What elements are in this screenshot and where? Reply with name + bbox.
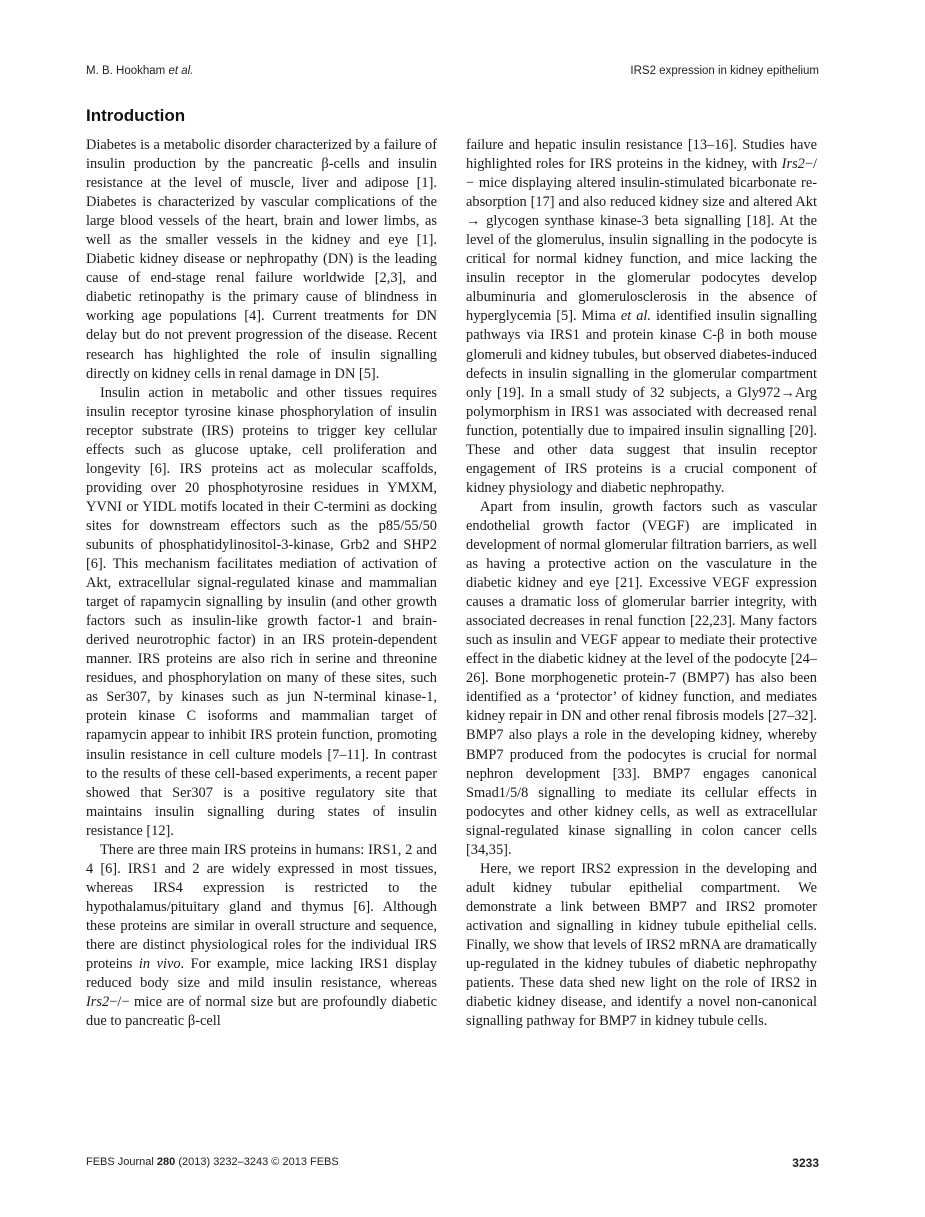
header-author: M. B. Hookham [86,65,166,77]
left-text-column [86,136,437,1031]
paragraph [86,841,437,1031]
journal-name: FEBS Journal [86,1156,157,1168]
section-heading-introduction: Introduction [86,106,186,125]
text-run: . For example, mice lacking IRS1 display reduced body size and mild insulin resistance, whereas [86,956,437,992]
paragraph: Insulin action in metabolic and other tissues requires insulin receptor tyrosine kinase phosphorylation of insulin receptor substrate (IRS) proteins to trigger key cellular effects such as glucose uptake, cell proliferation and longevity [6]. IRS proteins act as molecular scaffolds, providing over 20 phosphotyrosine residues in YMXM, YVNI or YIDL motifs located in their C-termini as docking sites for downstream effectors such as the p85/55/50 subunits of phosphatidylinositol-3-kinase, Grb2 and SHP2 [6]. This mechanism facilitates mediation of activation of Akt, extracellular signal-regulated kinase and mammalian target of rapamycin signalling by insulin (and other growth factors such as insulin-like growth factor-1 and brain-derived neurotrophic factor) in an IRS protein-dependent manner. IRS proteins are also rich in serine and threonine residues, and phosphorylation on many of these sites, such as Ser307, by kinases such as jun N-terminal kinase-1, protein kinase C isoforms and mammalian target of rapamycin appear to inhibit IRS protein function, promoting insulin resistance in cell culture models [7–11]. In contrast to the results of these cell-based experiments, a recent paper showed that Ser307 is a positive regulatory site that maintains insulin signalling during states of insulin resistance [12]. [86,384,437,839]
paragraph: Diabetes is a metabolic disorder characterized by a failure of insulin production by the pancreatic β-cells and insulin resistance at the level of muscle, liver and adipose [1]. Diabetes is characterized by vascular complications of the large blood vessels of the heart, brain and lower limbs, as well as the smaller vessels in the kidney and eye [1]. Diabetic kidney disease or nephropathy (DN) is the leading cause of end-stage renal failure worldwide [2,3], and diabetic retinopathy is the primary cause of blindness in working age populations [4]. Current treatments for DN delay but do not prevent progression of the disease. Recent research has highlighted the role of insulin signalling directly on kidney cells in renal damage in DN [5]. [86,137,437,382]
text-run: failure and hepatic insulin resistance [13–16]. Studies have highlighted roles for IRS proteins in the kidney, with [466,137,817,173]
running-header-authors [86,65,193,77]
page-number: 3233 [792,1156,819,1170]
paragraph [466,136,817,498]
italic-run: in vivo [138,956,181,973]
knockout-notation: −/− [109,994,130,1011]
text-run: There are three main IRS proteins in humans: IRS1, 2 and 4 [6]. IRS1 and 2 are widely expressed in most tissues, whereas IRS4 expression is restricted to the hypothalamus/pituitary gland and thymus [6]. Although these proteins are similar in overall structure and sequence, there are distinct physiological roles for the individual IRS proteins [86,841,437,973]
text-run: identified insulin signalling pathways via IRS1 and protein kinase C-β in both mouse glomeruli and kidney tubules, but observed diabetes-induced defects in insulin signalling in the glomerular compartment only [19]. In a small study of 32 subjects, a Gly972→Arg polymorphism in IRS1 was associated with decreased renal function, potentially due to impaired insulin signalling [20]. These and other data suggest that insulin receptor engagement of IRS proteins is a crucial component of kidney physiology and diabetic nephropathy. [466,308,817,496]
knockout-notation: −/− [466,156,817,192]
text-run: mice are of normal size but are profoundly diabetic due to pancreatic β-cell [86,994,437,1030]
paragraph: Apart from insulin, growth factors such as vascular endothelial growth factor (VEGF) are implicated in development of normal glomerular filtration barriers, as well as having a protective action on the vasculature in the diabetic kidney and eye [21]. Excessive VEGF expression causes a dramatic loss of glomerular barrier integrity, with associated decreases in renal function [22,23]. Many factors such as insulin and VEGF appear to mediate their protective effect in the diabetic kidney at the level of the podocyte [24–26]. Bone morphogenetic protein-7 (BMP7) has also been identified as a ‘protector’ of kidney function, and mediates kidney repair in DN and other renal fibrosis models [27–32]. BMP7 also plays a role in the developing kidney, whereby BMP7 produced from the podocytes is crucial for normal nephron development [33]. BMP7 engages canonical Smad1/5/8 signalling to mediate its cellular effects in podocytes and other kidney cells, as well as extracellular signal-regulated kinase signalling in colon cancer cells [34,35]. [466,498,817,858]
italic-run: et al. [620,308,652,325]
running-header-title: IRS2 expression in kidney epithelium [630,65,819,77]
right-text-column [466,136,817,1031]
footer-citation [86,1156,339,1168]
citation-details: (2013) 3232–3243 © 2013 FEBS [175,1156,339,1168]
gene-name: Irs2 [781,156,805,173]
header-etal: et al. [165,65,194,77]
paragraph: Here, we report IRS2 expression in the developing and adult kidney tubular epithelial compartment. We demonstrate a link between BMP7 and IRS2 promoter activation and signalling in kidney tubule epithelial cells. Finally, we show that levels of IRS2 mRNA are dramatically up-regulated in the kidney tubules of diabetic nephropathy patients. These data shed new light on the role of IRS2 in diabetic kidney disease, and identify a novel non-canonical signalling pathway for BMP7 in kidney tubule cells. [466,860,817,1030]
gene-name: Irs2 [86,994,110,1011]
journal-volume: 280 [156,1156,176,1168]
text-run: mice displaying altered insulin-stimulated bicarbonate re-absorption [17] and also reduced kidney size and altered Akt → glycogen synthase kinase-3 beta signalling [18]. At the level of the glomerulus, insulin signalling in the podocyte is critical for normal kidney function, and mice lacking the insulin receptor in the glomerular podocytes develop albuminuria and glomerulosclerosis in the absence of hyperglycemia [5]. Mima [466,175,817,325]
